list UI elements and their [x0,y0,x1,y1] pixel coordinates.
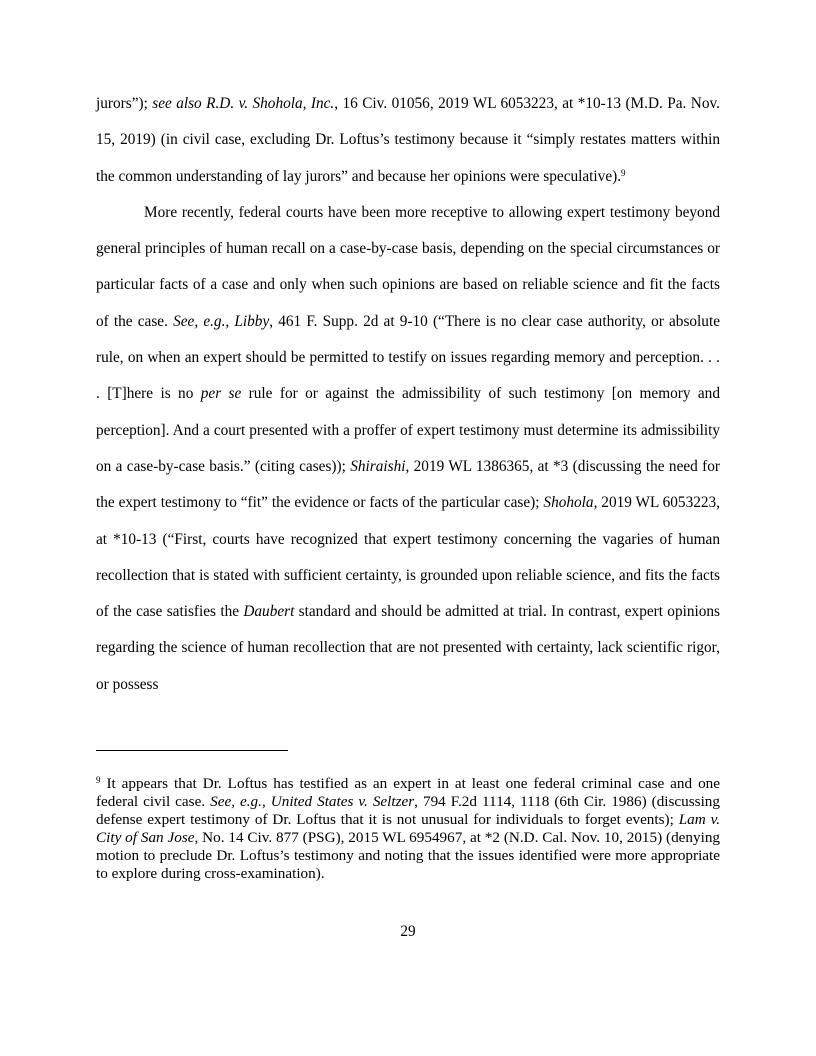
text-run: , 794 F.2d 1114, 1118 (6th Cir. 1986) (discussing defense expert testimony of Dr. Loftus that it is not unusual for individuals to forget events); [96,793,720,829]
text-run: jurors”); [96,95,153,112]
case-citation: Libby [234,312,270,330]
case-citation: Daubert [243,603,295,621]
footnote-separator [96,750,288,751]
text-run: It appears that Dr. Loftus has testified as an expert in at least one federal criminal case and one federal civil case. [96,775,720,811]
case-citation: see also R.D. v. Shohola, Inc. [152,95,335,112]
signal-italic: See, e.g. [210,793,262,811]
case-citation: Shohola [543,494,594,512]
paragraph [96,195,720,703]
case-citation: Lam v. City of San Jose [96,811,720,847]
footnote [96,775,720,884]
body-text [96,86,720,703]
text-run: , [225,312,235,330]
text-run: , 2019 WL 6053223, at *10-13 (“First, courts have recognized that expert testimony concerning the vagaries of human recollection that is stated with sufficient certainty, is grounded upon reliable science, and fits the facts of the case satisfies the [96,494,720,621]
text-run: standard and should be admitted at trial. In contrast, expert opinions regarding the science of human recollection that are not presented with certainty, lack scientific rigor, or possess [96,603,721,693]
text-run: , 16 Civ. 01056, 2019 WL 6053223, at *10-13 (M.D. Pa. Nov. 15, 2019) (in civil case, excluding Dr. Loftus’s testimony because it “simply restates matters within the common understanding of lay jurors” and because her opinions were speculative). [96,95,720,185]
signal-italic: See, e.g. [173,312,226,330]
case-citation: Shiraishi [350,457,406,475]
text-run: , 461 F. Supp. 2d at 9-10 (“There is no clear case authority, or absolute rule, on when an expert should be permitted to testify on issues regarding memory and perception. . . . [T]here is no [96,312,720,403]
page-number: 29 [400,923,416,940]
text-run: , [261,793,271,811]
case-citation: United States v. Seltzer [270,793,415,811]
footnote-marker[interactable]: 9 [621,167,626,178]
text-run: , No. 14 Civ. 877 (PSG), 2015 WL 6954967, at *2 (N.D. Cal. Nov. 10, 2015) (denying motion to preclude Dr. Loftus’s testimony and noting that the issues identified were more appropriate to explore during cross-examination). [96,829,721,883]
footnote-number: 9 [96,775,101,785]
paragraph-continued [96,86,720,195]
italic-term: per se [200,385,242,403]
text-run: , 2019 WL 1386365, at *3 (discussing the need for the expert testimony to “fit” the evidence or facts of the particular case); [96,457,720,512]
text-run: More recently, federal courts have been more receptive to allowing expert testimony beyond general principles of human recall on a case-by-case basis, depending on the special circumstances or particular facts of a case and only when such opinions are based on reliable science and fit the facts of the case. [96,203,720,330]
text-run: rule for or against the admissibility of such testimony [on memory and perception]. And a court presented with a proffer of expert testimony must determine its admissibility on a case-by-case basis.” (citing cases)); [96,385,720,475]
